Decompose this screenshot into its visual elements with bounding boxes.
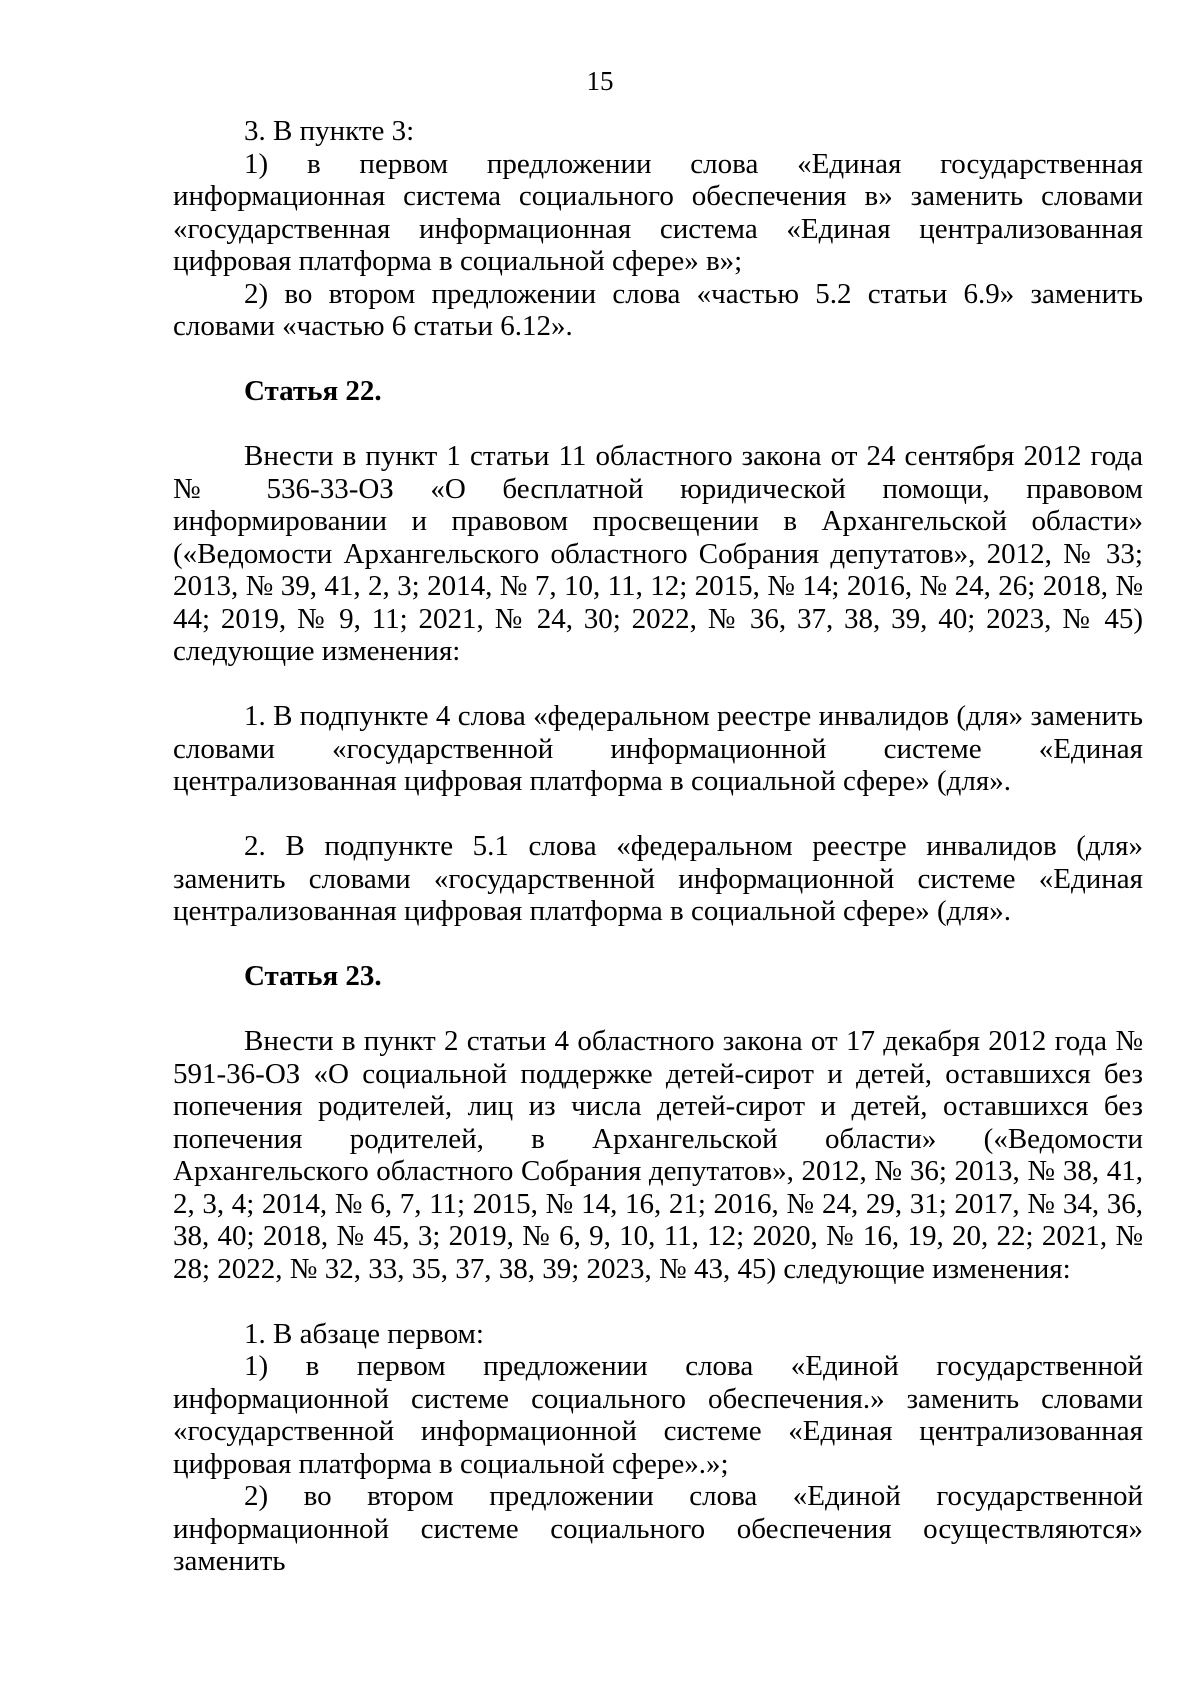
spacer: [173, 993, 1143, 1026]
document-body: [173, 115, 1143, 1578]
article-22-item-1: 1. В подпункте 4 слова «федеральном реестре инвалидов (для» заменить словами «государственной информационной системе «Единая централизованная цифровая платформа в социальной сфере» (для».: [173, 700, 1143, 797]
paragraph-point-3: 3. В пункте 3:: [244, 115, 415, 147]
spacer: [173, 343, 1143, 376]
spacer: [173, 408, 1143, 441]
article-22-intro: Внести в пункт 1 статьи 11 областного закона от 24 сентября 2012 года № 536-33-ОЗ «О бесплатной юридической помощи, правовом информировании и правовом просвещении в Архангельской области» («Ведомости Архангельского областного Собрания депутатов», 2012, № 33; 2013, № 39, 41, 2, 3; 2014, № 7, 10, 11, 12; 2015, № 14; 2016, № 24, 26; 2018, № 44; 2019, № 9, 11; 2021, № 24, 30; 2022, № 36, 37, 38, 39, 40; 2023, № 45) следующие изменения:: [173, 440, 1143, 667]
article-23-heading: Статья 23.: [244, 960, 382, 992]
paragraph-point-3-sub-1: 1) в первом предложении слова «Единая государственная информационная система социального обеспечения в» заменить словами «государственная информационная система «Единая централизованная цифровая платформа в социальной сфере» в»;: [173, 147, 1143, 277]
spacer: [173, 928, 1143, 961]
spacer: [173, 798, 1143, 831]
spacer: [173, 1285, 1143, 1318]
article-23-item-1-sub-2: 2) во втором предложении слова «Единой государственной информационной системе социального обеспечения осуществляются» заменить: [173, 1480, 1143, 1577]
paragraph-point-3-sub-2: 2) во втором предложении слова «частью 5.2 статьи 6.9» заменить словами «частью 6 статьи 6.12».: [173, 277, 1143, 342]
article-23-item-1-sub-1: 1) в первом предложении слова «Единой государственной информационной системе социального обеспечения.» заменить словами «государственной информационной системе «Единая централизованная цифровая платформа в социальной сфере».»;: [173, 1350, 1143, 1480]
article-23-item-1-heading: 1. В абзаце первом:: [244, 1317, 484, 1350]
article-23-intro: Внести в пункт 2 статьи 4 областного закона от 17 декабря 2012 года № 591-36-ОЗ «О социальной поддержке детей-сирот и детей, оставшихся без попечения родителей, лиц из числа детей-сирот и детей, оставшихся без попечения родителей, в Архангельской области» («Ведомости Архангельского областного Собрания депутатов», 2012, № 36; 2013, № 38, 41, 2, 3, 4; 2014, № 6, 7, 11; 2015, № 14, 16, 21; 2016, № 24, 29, 31; 2017, № 34, 36, 38, 40; 2018, № 45, 3; 2019, № 6, 9, 10, 11, 12; 2020, № 16, 19, 20, 22; 2021, № 28; 2022, № 32, 33, 35, 37, 38, 39; 2023, № 43, 45) следующие изменения:: [173, 1025, 1143, 1285]
page-number: 15: [586, 66, 614, 96]
spacer: [173, 668, 1143, 701]
article-22-heading: Статья 22.: [244, 375, 382, 407]
article-22-item-2: 2. В подпункте 5.1 слова «федеральном реестре инвалидов (для» заменить словами «государственной информационной системе «Единая централизованная цифровая платформа в социальной сфере» (для».: [173, 830, 1143, 927]
